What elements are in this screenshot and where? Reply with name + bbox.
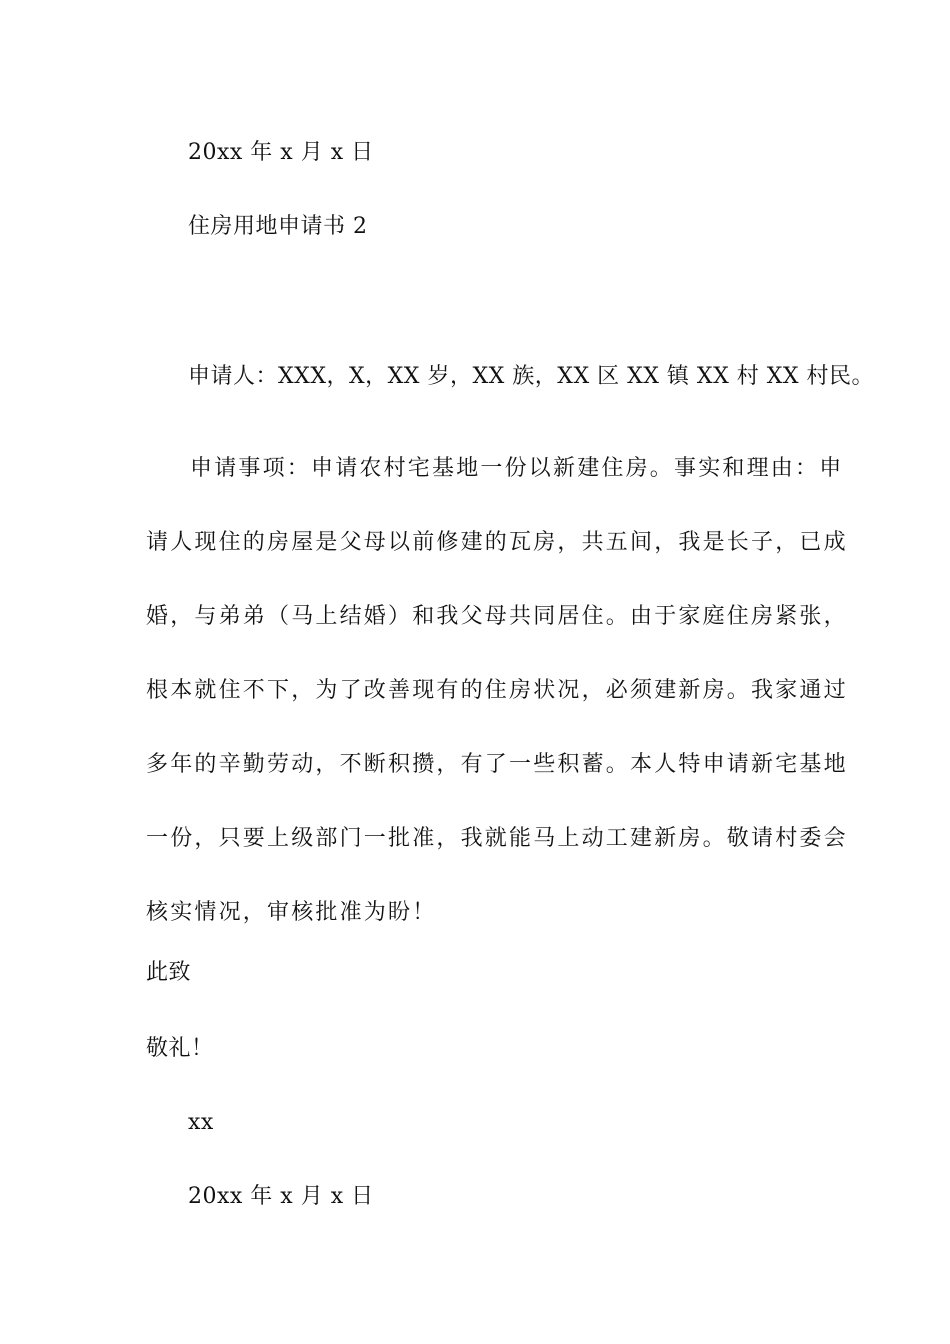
paragraph-line: 一份，只要上级部门一批准，我就能马上动工建新房。敬请村委会 — [146, 826, 848, 851]
paragraph-line: 多年的辛勤劳动，不断积攒，有了一些积蓄。本人特申请新宅基地 — [146, 752, 848, 777]
request-paragraph — [146, 432, 848, 950]
paragraph-line: 请人现住的房屋是父母以前修建的瓦房，共五间，我是长子，已成 — [146, 530, 848, 555]
date-bottom: 20xx 年 x 月 x 日 — [188, 1184, 374, 1209]
signature: xx — [188, 1110, 214, 1135]
date-top: 20xx 年 x 月 x 日 — [188, 140, 374, 165]
section-title: 住房用地申请书 2 — [188, 214, 368, 239]
paragraph-line: 核实情况，审核批准为盼！ — [146, 900, 437, 925]
closing-salutation: 此致 — [146, 960, 192, 985]
paragraph-line: 婚，与弟弟（马上结婚）和我父母共同居住。由于家庭住房紧张， — [146, 604, 848, 629]
closing-regards: 敬礼！ — [146, 1036, 214, 1061]
paragraph-line: 申请事项：申请农村宅基地一份以新建住房。事实和理由：申 — [190, 456, 844, 481]
paragraph-line: 根本就住不下，为了改善现有的住房状况，必须建新房。我家通过 — [146, 678, 848, 703]
applicant-line: 申请人：XXX，X，XX 岁，XX 族，XX 区 XX 镇 XX 村 XX 村民。 — [188, 364, 875, 389]
